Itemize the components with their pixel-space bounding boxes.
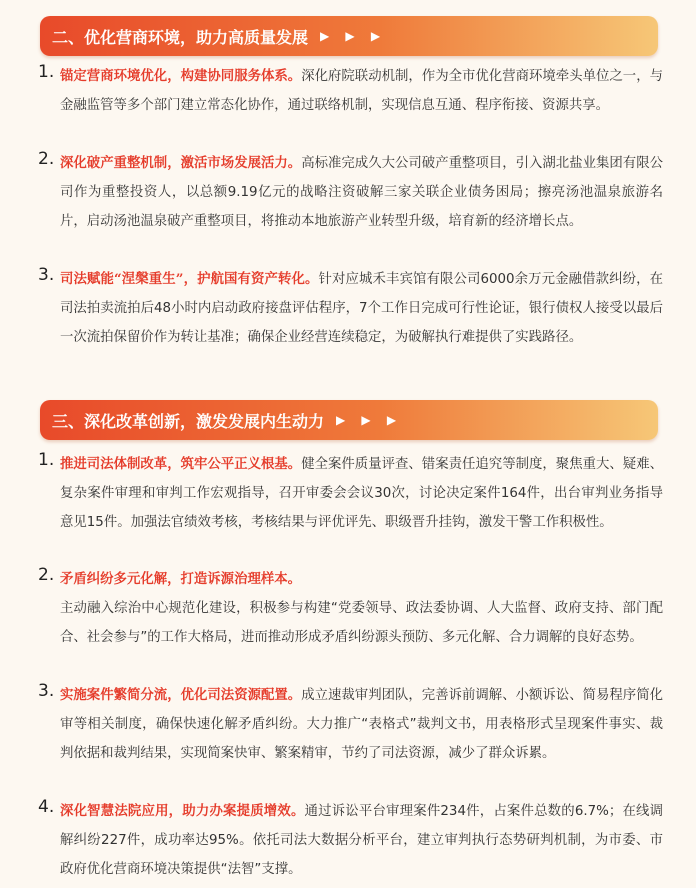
arrow-icons: ▶ ▶ ▶ bbox=[336, 413, 403, 427]
item-lead: 深化智慧法院应用，助力办案提质增效。 bbox=[60, 803, 305, 819]
item-body: 深化府院联动机制，作为全市优化营商环境牵头单位之一，与金融监管等多个部门建立常态化协作，通过联络机制，实现信息互通、程序衔接、资源共享。 bbox=[60, 69, 663, 113]
item-lead: 司法赋能“涅槃重生”，护航国有资产转化。 bbox=[60, 271, 319, 287]
section3-item-1 bbox=[38, 450, 663, 537]
item-number: 1. bbox=[38, 450, 55, 470]
item-body: 主动融入综治中心规范化建设，积极参与构建“党委领导、政法委协调、人大监督、政府支持、部门配合、社会参与”的工作大格局，进而推动形成矛盾纠纷源头预防、多元化解、合力调解的良好态势。 bbox=[60, 601, 663, 645]
item-number: 4. bbox=[38, 797, 55, 817]
item-number: 1. bbox=[38, 62, 55, 82]
item-body: 通过诉讼平台审理案件234件，占案件总数的6.7%；在线调解纠纷227件，成功率达95%。依托司法大数据分析平台，建立审判执行态势研判机制，为市委、市政府优化营商环境决策提供“法智”支撑。 bbox=[60, 804, 664, 877]
item-lead: 实施案件繁简分流，优化司法资源配置。 bbox=[60, 687, 302, 703]
section3-banner bbox=[40, 400, 658, 440]
item-number: 2. bbox=[38, 565, 55, 585]
section2-item-3 bbox=[38, 265, 663, 352]
section2-title: 二、优化营商环境，助力高质量发展 bbox=[52, 27, 309, 47]
section3-item-3 bbox=[38, 681, 663, 768]
item-lead: 矛盾纠纷多元化解，打造诉源治理样本。 bbox=[60, 571, 302, 587]
item-lead: 深化破产重整机制，激活市场发展活力。 bbox=[60, 155, 302, 171]
arrow-icons: ▶ ▶ ▶ bbox=[320, 29, 387, 43]
section2-banner bbox=[40, 16, 658, 56]
section3-item-4 bbox=[38, 797, 663, 884]
item-number: 2. bbox=[38, 149, 55, 169]
section3-item-2 bbox=[38, 565, 663, 652]
item-number: 3. bbox=[38, 265, 55, 285]
item-lead: 锚定营商环境优化，构建协同服务体系。 bbox=[60, 68, 302, 84]
item-body: 高标准完成久大公司破产重整项目，引入湖北盐业集团有限公司作为重整投资人，以总额9.19亿元的战略注资破解三家关联企业债务困局；擦亮汤池温泉旅游名片，启动汤池温泉破产重整项目，将推动本地旅游产业转型升级，培育新的经济增长点。 bbox=[60, 156, 663, 229]
section2-item-2 bbox=[38, 149, 663, 236]
item-body: 针对应城禾丰宾馆有限公司6000余万元金融借款纠纷，在司法拍卖流拍后48小时内启动政府接盘评估程序，7个工作日完成可行性论证，银行债权人接受以最后一次流拍保留价作为转让基准；确保企业经营连续稳定，为破解执行难提供了实践路径。 bbox=[60, 272, 663, 345]
section2-item-1 bbox=[38, 62, 663, 120]
item-lead: 推进司法体制改革，筑牢公平正义根基。 bbox=[60, 456, 302, 472]
section3-title: 三、深化改革创新，激发发展内生动力 bbox=[52, 411, 325, 431]
item-number: 3. bbox=[38, 681, 55, 701]
item-body: 成立速裁审判团队，完善诉前调解、小额诉讼、简易程序简化审等相关制度，确保快速化解矛盾纠纷。大力推广“表格式”裁判文书，用表格形式呈现案件事实、裁判依据和裁判结果，实现简案快审、繁案精审，节约了司法资源，减少了群众诉累。 bbox=[60, 688, 663, 761]
item-body: 健全案件质量评查、错案责任追究等制度，聚焦重大、疑难、复杂案件审理和审判工作宏观指导，召开审委会会议30次，讨论决定案件164件，出台审判业务指导意见15件。加强法官绩效考核，考核结果与评优评先、职级晋升挂钩，激发干警工作积极性。 bbox=[60, 457, 663, 530]
